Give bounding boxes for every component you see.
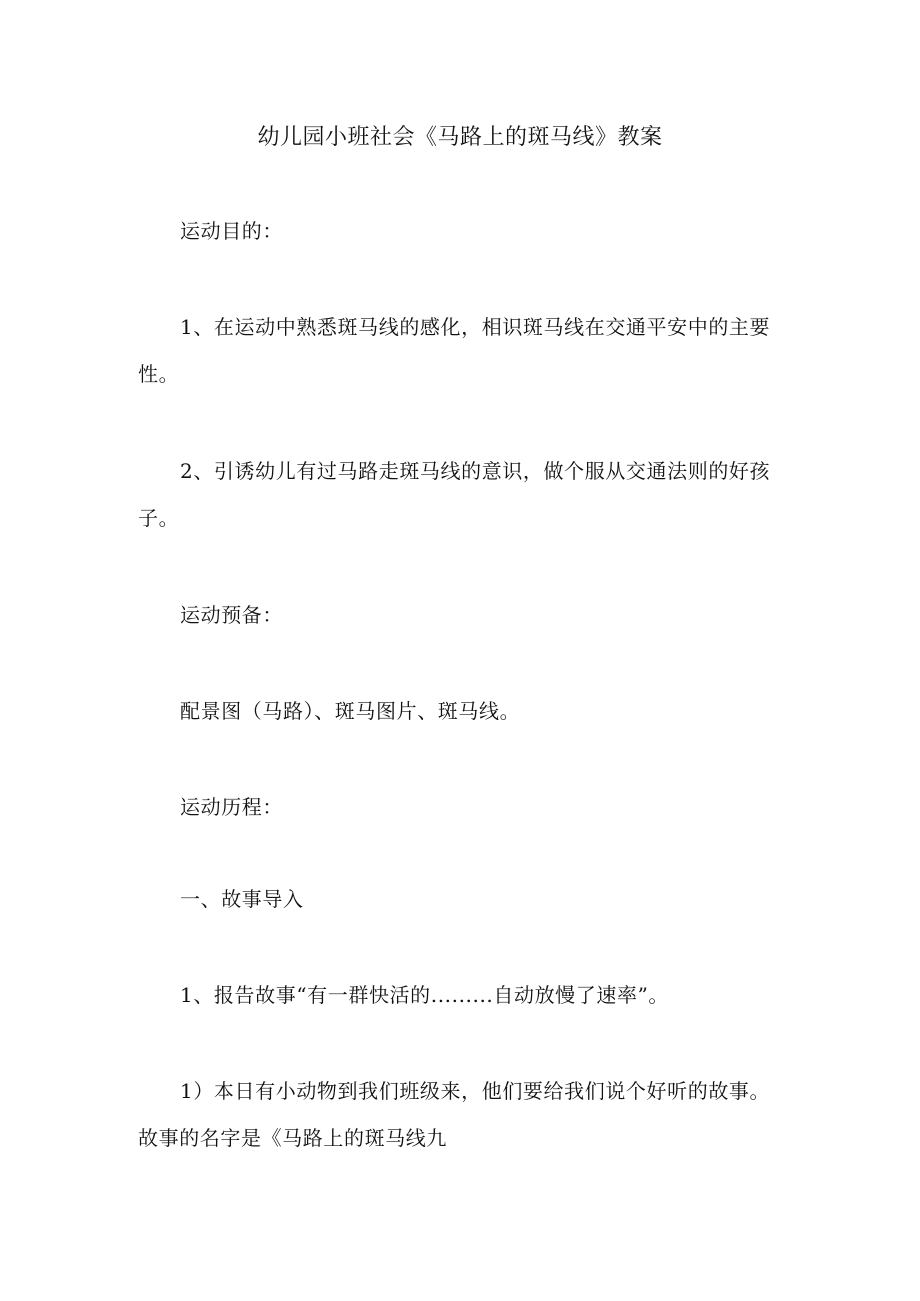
document-title: 幼儿园小班社会《马路上的斑马线》教案 bbox=[257, 125, 663, 150]
process-subitem-1: 1）本日有小动物到我们班级来，他们要给我们说个好听的故事。 bbox=[180, 1079, 771, 1103]
section-heading-process: 运动历程： bbox=[180, 795, 283, 819]
section-heading-goals: 运动目的： bbox=[180, 219, 283, 243]
goal-1-text: 1、在运动中熟悉斑马线的感化，相识斑马线在交通平安中的主要 bbox=[180, 315, 771, 339]
goal-2-text-continued: 子。 bbox=[138, 506, 180, 530]
goal-1-text-continued: 性。 bbox=[138, 362, 180, 386]
section-heading-preparation: 运动预备： bbox=[180, 603, 283, 627]
process-item-1: 1、报告故事“有一群快活的.........自动放慢了速率”。 bbox=[180, 983, 669, 1007]
process-step-heading: 一、故事导入 bbox=[180, 887, 304, 911]
preparation-text: 配景图（马路）、斑马图片、斑马线。 bbox=[180, 699, 521, 723]
process-subitem-1-continued: 故事的名字是《马路上的斑马线九 bbox=[138, 1126, 447, 1150]
goal-2-text: 2、引诱幼儿有过马路走斑马线的意识，做个服从交通法则的好孩 bbox=[180, 459, 771, 483]
